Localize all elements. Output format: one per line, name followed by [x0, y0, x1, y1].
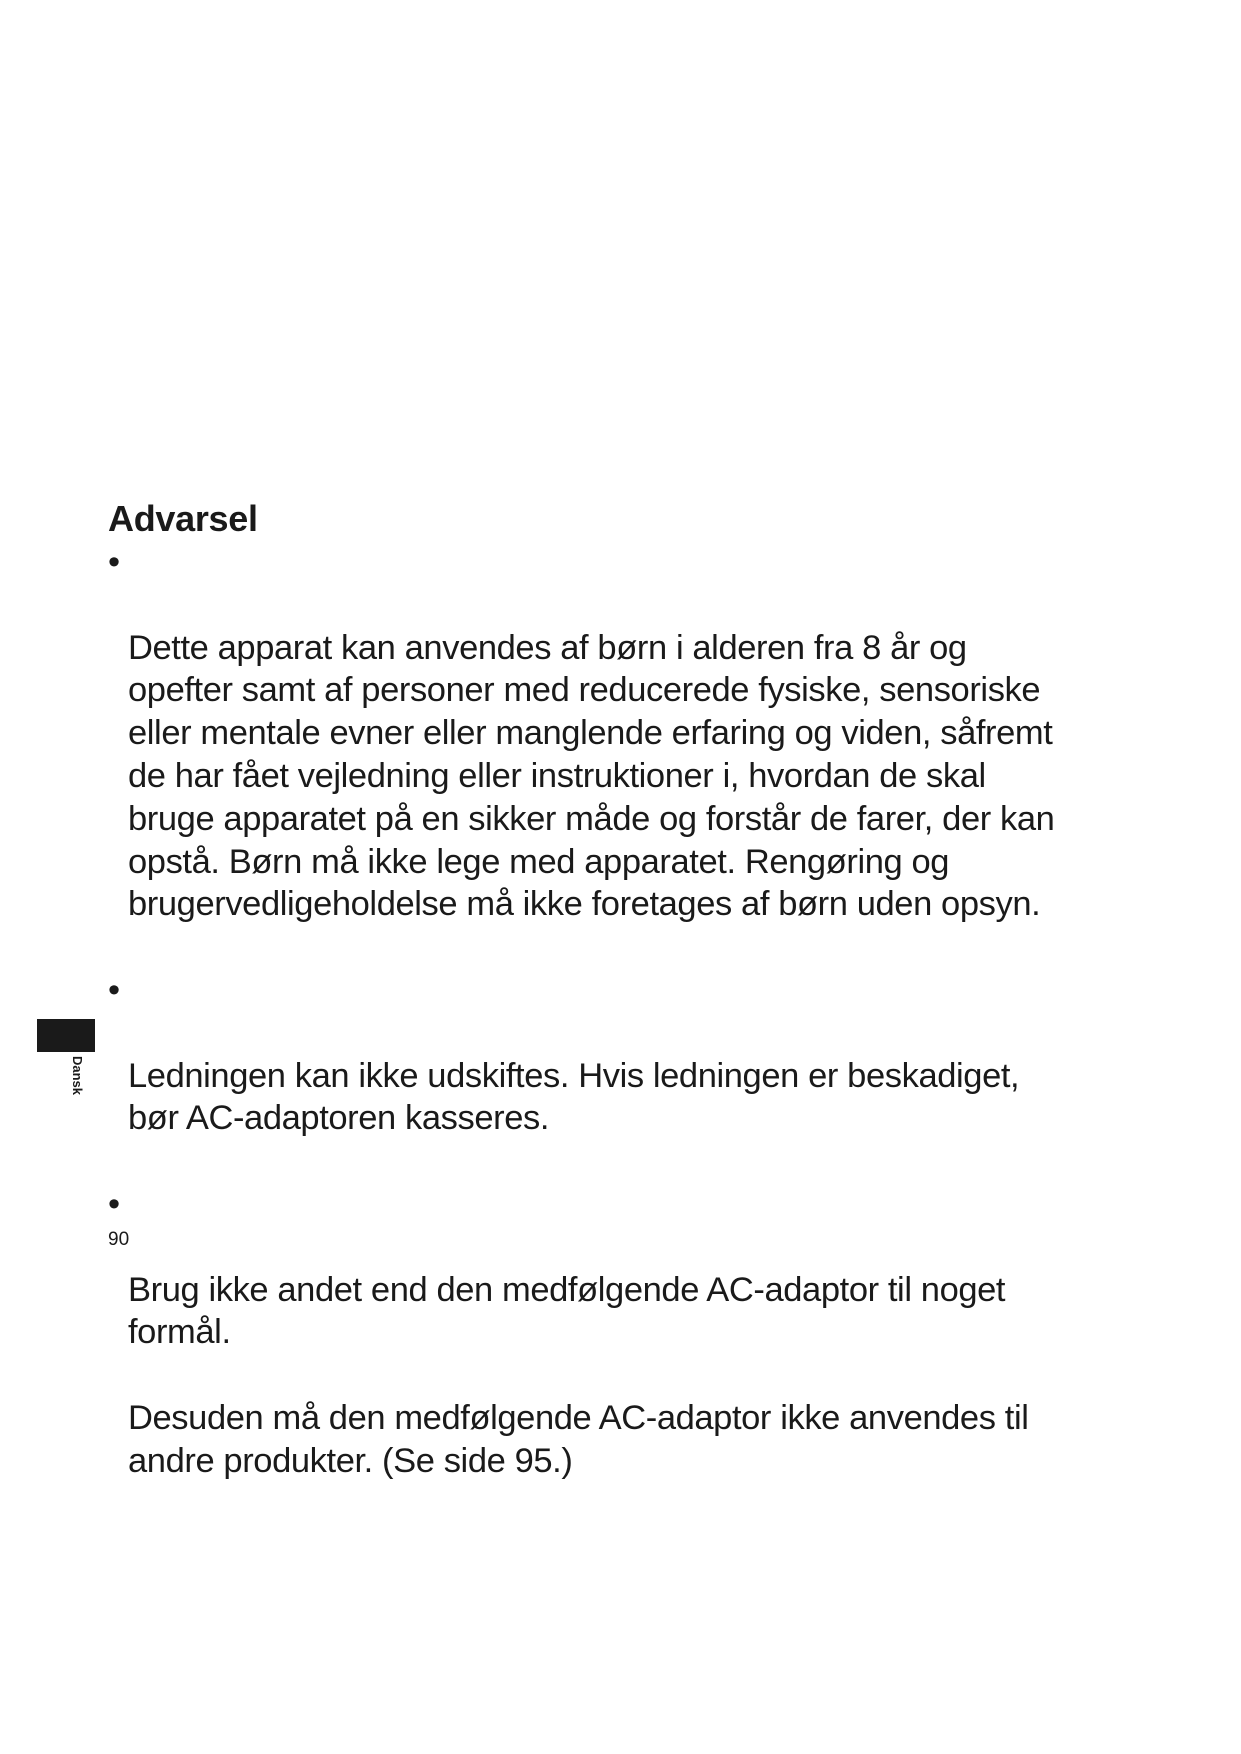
list-item: [108, 1183, 1168, 1525]
page-number: 90: [108, 1229, 130, 1250]
list-item-text-continued: Desuden må den medfølgende AC-adaptor ikke anvendes til andre produkter. (Se side 95.): [128, 1398, 1029, 1480]
list-item: [108, 969, 1168, 1183]
list-item: [108, 541, 1168, 969]
bullet-icon: •: [108, 543, 120, 581]
language-tab-label: Dansk: [70, 1056, 85, 1096]
warning-section: [108, 497, 1168, 1525]
bullet-icon: •: [108, 970, 120, 1009]
list-item-text: Ledningen kan ikke udskiftes. Hvis ledningen er beskadiget, bør AC-adaptoren kasseres.: [128, 1056, 1020, 1138]
list-item-text: Brug ikke andet end den medfølgende AC-adaptor til noget formål.: [128, 1270, 1006, 1352]
bullet-icon: •: [108, 1184, 120, 1223]
language-tab-marker: [37, 1019, 95, 1052]
warning-list: [108, 541, 1168, 1525]
section-heading: Advarsel: [108, 498, 258, 539]
list-item-text: Dette apparat kan anvendes af børn i alderen fra 8 år og opefter samt af personer med reducerede fysiske, sensoriske eller mentale evner eller manglende erfaring og viden, såfremt de har fået vejledning eller instruktioner i, hvordan de skal bruge apparatet på en sikker måde og forstår de farer, der kan opstå. Børn må ikke lege med apparatet. Rengøring og brugervedligeholdelse må ikke foretages af børn uden opsyn.: [128, 628, 1055, 924]
